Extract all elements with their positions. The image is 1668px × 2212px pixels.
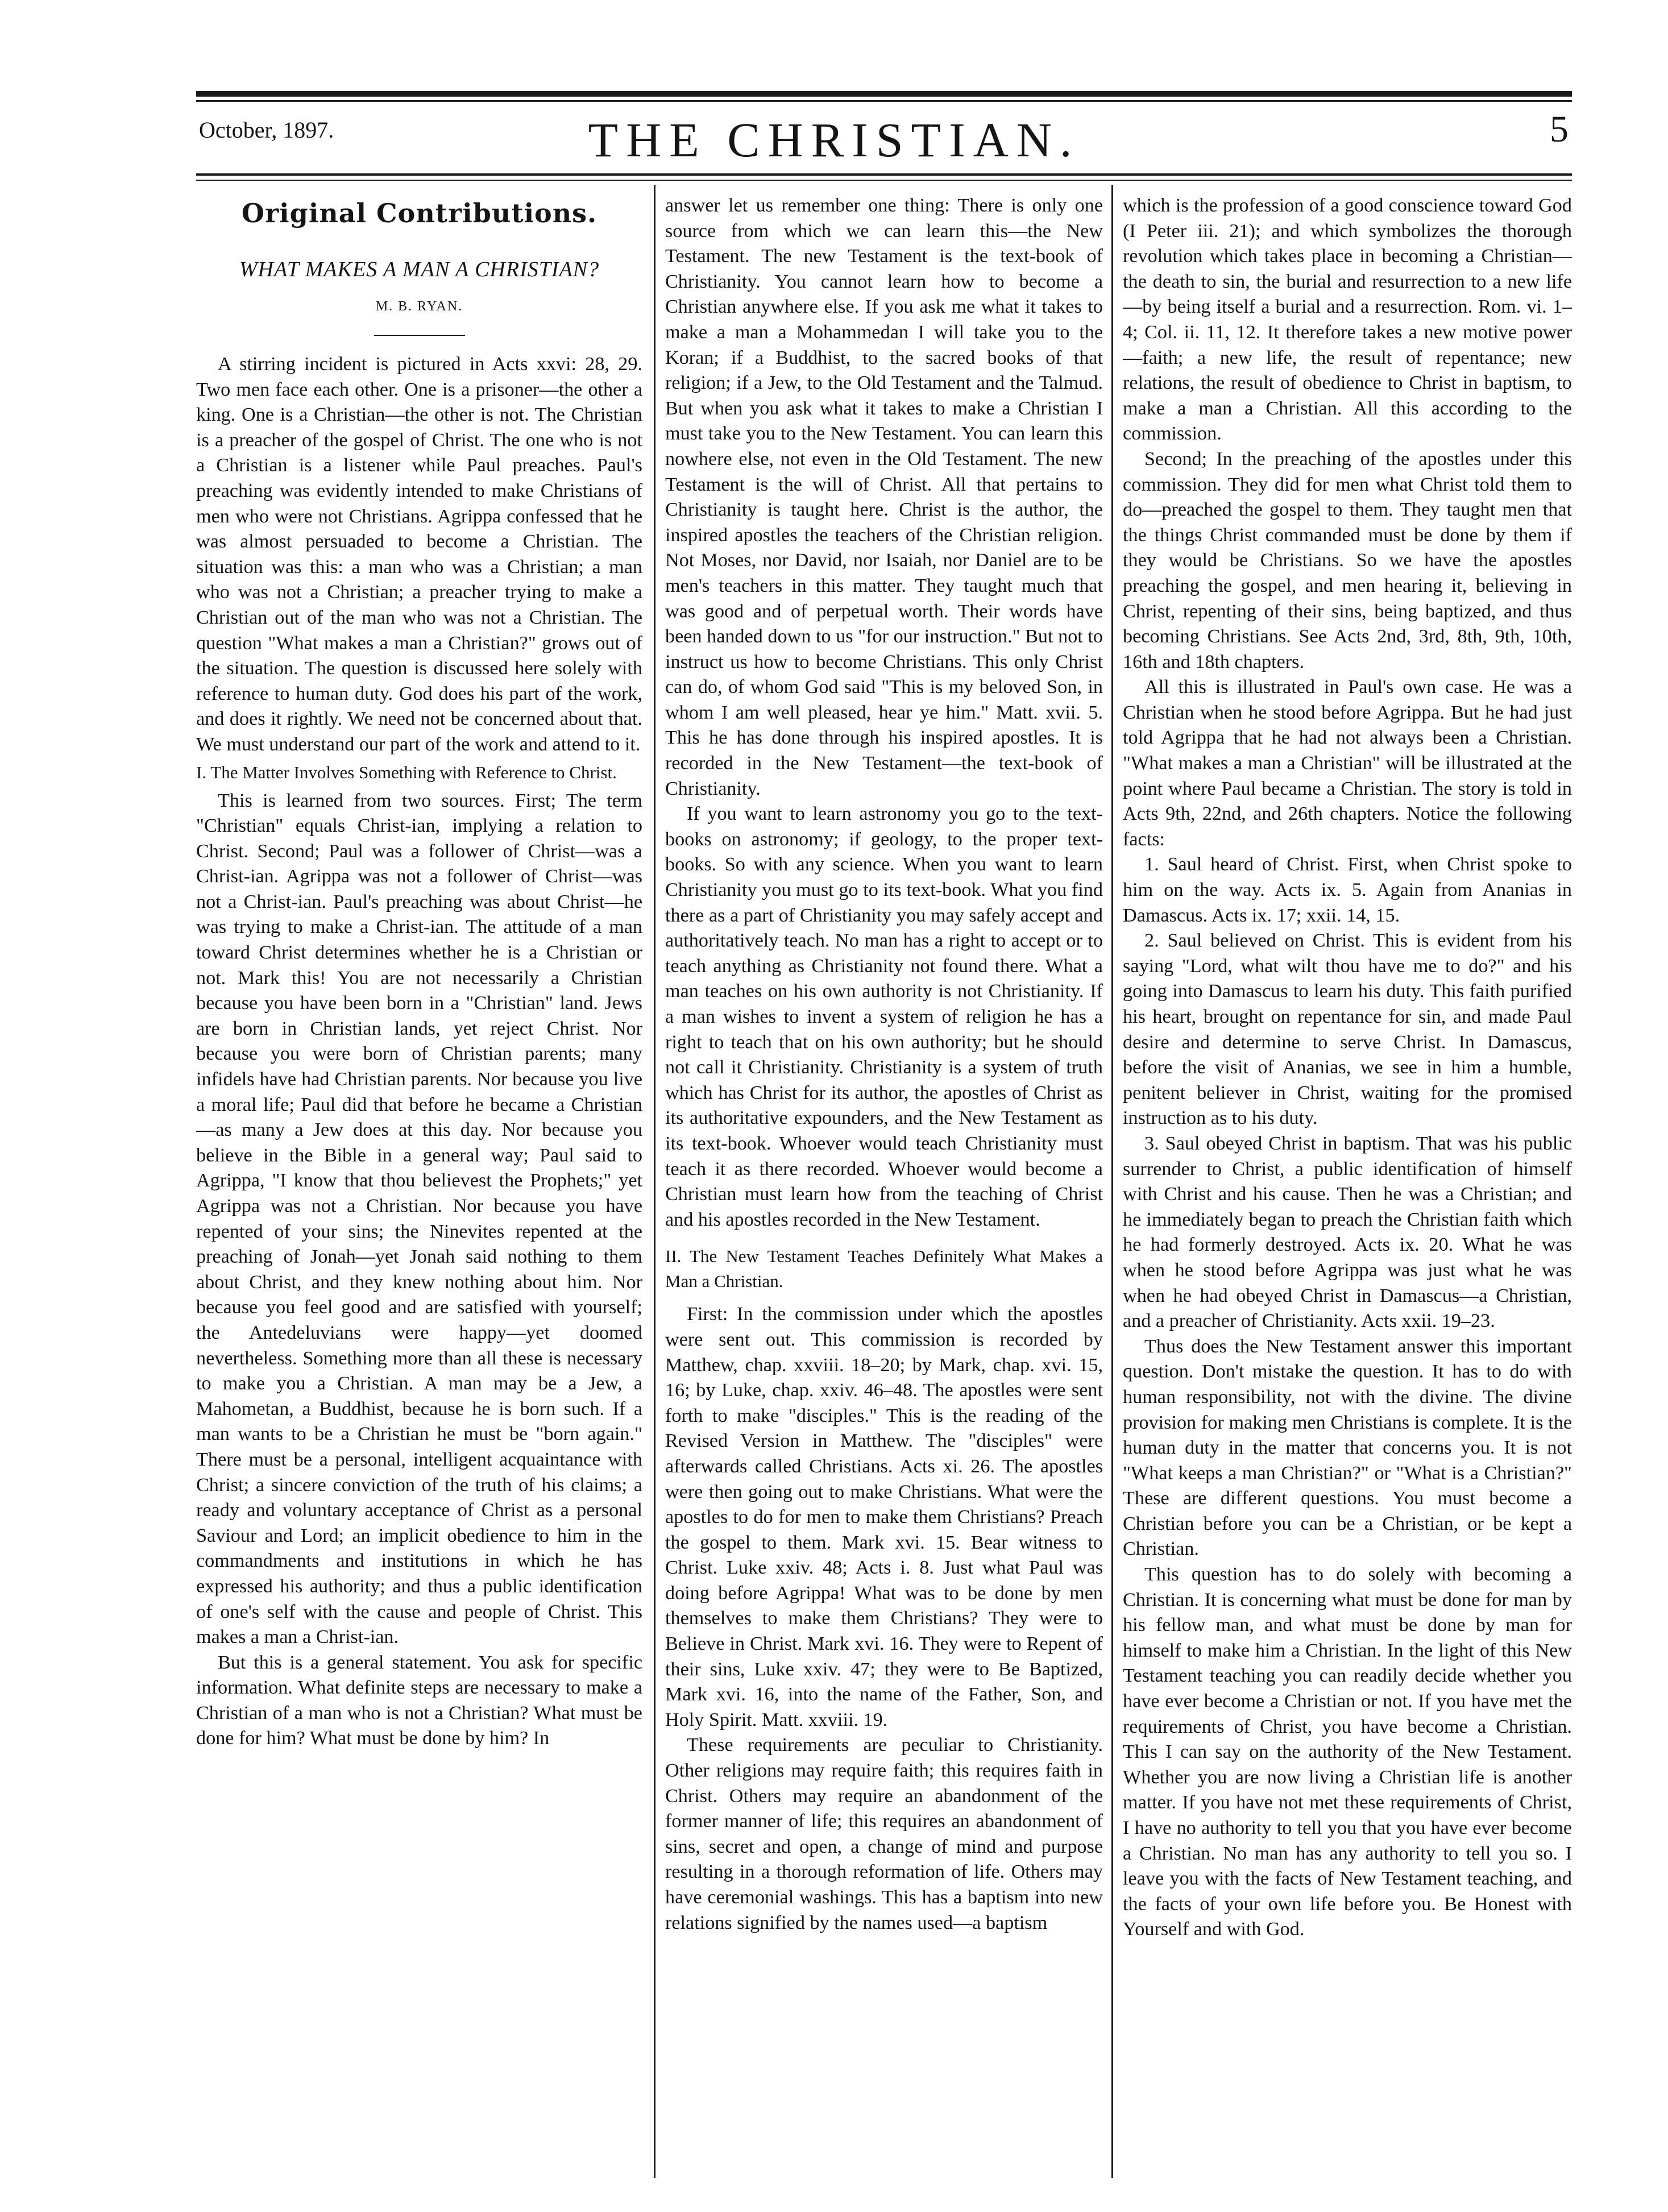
numbered-paragraph: 3. Saul obeyed Christ in baptism. That was his public surrender to Christ, a public identification of himself with Christ and his cause. Then he was a Christian; and he immediately began to preach the Christian faith which he had formerly destroyed. Acts ix. 20. What he was when he stood before Agrippa was just what he was when he had obeyed Christ in Damascus—a Christian, and a preacher of Christianity. Acts xxii. 19–23. (1123, 1132, 1572, 1332)
paragraph: All this is illustrated in Paul's own case. He was a Christian when he stood before Agrippa. But he had just told Agrippa that he had not always been a Christian. "What makes a man a Christian" will be illustrated at the point where Paul became a Christian. The story is told in Acts 9th, 22nd, and 26th chapters. Notice the following facts: (1123, 677, 1572, 850)
masthead-bottom-rule-thin (196, 180, 1572, 181)
paragraph: This is learned from two sources. First; The term "Christian" equals Christ-ian, implying a relation to Christ. Second; Paul was a follower of Christ—was a Christ-ian. Agrippa was not a follower of Christ—was not a Christ-ian. Paul's preaching was about Christ—he was trying to make a Christ-ian. The attitude of a man toward Christ determines whether he is a Christian or not. Mark this! You are not necessarily a Christian because you have been born in a "Christian" land. Jews are born in Christian lands, yet reject Christ. Nor because you were born of Christian parents; many infidels have had Christian parents. Nor because you live a moral life; Paul did that before he became a Christian—as many a Jew does at this day. Nor because you believe in the Bible in a general way; Paul said to Agrippa, "I know that thou believest the Prophets;" yet Agrippa was not a Christian. Nor because you have repented of your sins; the Ninevites repented at the preaching of Jonah—yet Jonah said nothing to them about Christ, and they knew nothing about him. Nor because you feel good and are satisfied with yourself; the Antedeluvians were happy—yet doomed nevertheless. Something more than all these is necessary to make you a Christian. A man may be a Jew, a Mahometan, a Buddhist, because he is born such. If a man wants to be a Christian he must be "born again." There must be a personal, intelligent acquaintance with Christ; a sincere conviction of the truth of his claims; a ready and voluntary acceptance of Christ as a personal Saviour and Lord; an implicit obedience to him in the commandments and institutions in which he has expressed his authority; and thus a public identification of one's self with the cause and people of Christ. This makes a man a Christ-ian. (196, 790, 642, 1648)
masthead-top-rule-thin (196, 100, 1572, 102)
paragraph: Thus does the New Testament answer this important question. Don't mistake the question. It has to do with human responsibility, not with the divine. The divine provision for making men Christians is complete. It is the human duty in the matter that concerns you. It is not "What keeps a man Christian?" or "What is a Christian?" These are different questions. You must become a Christian before you can be a Christian, or be kept a Christian. (1123, 1335, 1572, 1560)
paragraph: A stirring incident is pictured in Acts xxvi: 28, 29. Two men face each other. One is a prisoner—the other a king. One is a Christian—the other is not. The Christian is a preacher of the gospel of Christ. The one who is not a Christian is a listener while Paul preaches. Paul's preaching was evidently intended to make Christians of men who were not Christians. Agrippa confessed that he was almost persuaded to become a Christian. The situation was this: a man who was a Christian; a man who was not a Christian; a preacher trying to make a Christian out of the man who was not a Christian. The question "What makes a man a Christian?" grows out of the situation. The question is discussed here solely with reference to human duty. God does his part of the work, and does it rightly. We need not be concerned about that. We must understand our part of the work and attend to it. (196, 354, 642, 755)
paragraph: This question has to do solely with becoming a Christian. It is concerning what must be done for man by his fellow man, and what must be done by man for himself to make him a Christian. In the light of this New Testament teaching you can readily decide whether you have ever become a Christian or not. If you have met the requirements of Christ, you have become a Christian. This I can say on the authority of the New Testament. Whether you are now living a Christian life is another matter. If you have not met these requirements of Christ, I have no authority to tell you that you have ever become a Christian. No man has any authority to tell you so. I leave you with the facts of New Testament teaching, and the facts of your own life before you. Be Honest with Yourself and with God. (1123, 1564, 1572, 1940)
article-byline: M. B. RYAN. (375, 299, 463, 314)
section-heading: Original Contributions. (241, 198, 598, 229)
page-number: 5 (1550, 109, 1569, 150)
article-title: WHAT MAKES A MAN A CHRISTIAN? (239, 258, 600, 281)
column-2 (665, 193, 1103, 2184)
masthead-top-rule-thick (196, 91, 1572, 97)
column-3 (1123, 193, 1572, 2184)
masthead-title: THE CHRISTIAN. (588, 113, 1080, 167)
paragraph: First: In the commission under which the apostles were sent out. This commission is recorded by Matthew, chap. xxviii. 18–20; by Mark, chap. xvi. 15, 16; by Luke, chap. xxiv. 46–48. The apostles were sent forth to make "disciples." This is the reading of the Revised Version in Matthew. The "disciples" were afterwards called Christians. Acts xi. 26. The apostles were then going out to make Christians. What were the apostles to do for men to make them Christians? Preach the gospel to them. Mark xvi. 15. Bear witness to Christ. Luke xxiv. 48; Acts i. 8. Just what Paul was doing before Agrippa! What was to be done by men themselves to make them Christians? They were to Believe in Christ. Mark xvi. 16. They were to Repent of their sins, Luke xxiv. 47; they were to Be Baptized, Mark xvi. 16, into the name of the Father, Son, and Holy Spirit. Matt. xxviii. 19. (665, 1304, 1103, 1730)
paragraph: answer let us remember one thing: There is only one source from which we can learn this—the New Testament. The new Testament is the text-book of Christianity. You cannot learn how to become a Christian anywhere else. If you ask me what it takes to make a man a Mohammedan I will take you to the Koran; if a Buddhist, to the sacred books of that religion; if a Jew, to the Old Testament and the Talmud. But when you ask what it takes to make a Christian I must take you to the New Testament. You can learn this nowhere else, not even in the Old Testament. The new Testament is the will of Christ. All that pertains to Christianity is taught here. Christ is the author, the inspired apostles the teachers of the Christian religion. Not Moses, nor David, nor Isaiah, nor Daniel are to be men's teachers in this matter. They taught much that was good and of perpetual worth. Their words have been handed down to us "for our instruction." But not to instruct us how to become Christians. This only Christ can do, of whom God said "This is my beloved Son, in whom I am well pleased, hear ye him." Matt. xvii. 5. This he has done through his inspired apostles. It is recorded in the New Testament—the text-book of Christianity. (665, 195, 1103, 799)
paragraph: These requirements are peculiar to Christianity. Other religions may require faith; this requires faith in Christ. Others may require an abandonment of the former manner of life; this requires an abandonment of sins, secret and open, a change of mind and purpose resulting in a thorough reformation of life. Others may have ceremonial washings. This has a baptism into new relations signified by the names used—a baptism (665, 1734, 1103, 1933)
byline-separator (374, 335, 465, 336)
column-1 (196, 193, 642, 2184)
numbered-paragraph: 1. Saul heard of Christ. First, when Christ spoke to him on the way. Acts ix. 5. Again from Ananias in Damascus. Acts ix. 17; xxii. 14, 15. (1123, 854, 1572, 926)
paragraph: But this is a general statement. You ask for specific information. What definite steps are necessary to make a Christian of a man who is not a Christian? What must be done for him? What must be done by him? In (196, 1651, 642, 1749)
paragraph: which is the profession of a good conscience toward God (I Peter iii. 21); and which symbolizes the thorough revolution which takes place in becoming a Christian—the death to sin, the burial and resurrection to a new life—by being itself a burial and a resurrection. Rom. vi. 1–4; Col. ii. 11, 12. It therefore takes a new motive power—faith; a new life, the result of repentance; new relations, the result of obedience to Christ in baptism, to make a man a Christian. All this according to the commission. (1123, 195, 1572, 445)
paragraph: Second; In the preaching of the apostles under this commission. They did for men what Christ told them to do—preached the gospel to them. They taught men that the things Christ commanded must be done by them if they would be Christians. So we have the apostles preaching the gospel, and men hearing it, believing in Christ, repenting of their sins, being baptized, and thus becoming Christians. See Acts 2nd, 3rd, 8th, 9th, 10th, 16th and 18th chapters. (1123, 448, 1572, 673)
column-divider-2 (1111, 185, 1113, 2178)
numbered-paragraph: 2. Saul believed on Christ. This is evident from his saying "Lord, what wilt thou have me to do?" and his going into Damascus to learn his duty. This faith purified his heart, brought on repentance for sin, and made Paul desire and determine to serve Christ. In Damascus, before the visit of Ananias, we see in him a humble, penitent believer in Christ, waiting for the promised instruction as to his duty. (1123, 930, 1572, 1129)
subheading: I. The Matter Involves Something with Reference to Christ. (196, 762, 617, 782)
masthead-bottom-rule-thick (196, 173, 1572, 176)
column-divider-1 (654, 185, 655, 2178)
paragraph: If you want to learn astronomy you go to the text-books on astronomy; if geology, to the proper text-books. So with any science. When you want to learn Christianity you must go to its text-book. What you find there as a part of Christianity you may safely accept and authoritatively teach. No man has a right to accept or to teach anything as Christianity not found there. What a man teaches on his own authority is not Christianity. If a man wishes to invent a system of religion he has a right to teach that on his own authority; but he should not call it Christianity. Christianity is a system of truth which has Christ for its author, the apostles of Christ as its authoritative expounders, and the New Testament as its text-book. Whoever would teach Christianity must teach it as there recorded. Whoever would become a Christian must learn how from the teaching of Christ and his apostles recorded in the New Testament. (665, 803, 1103, 1230)
masthead-date: October, 1897. (199, 117, 334, 143)
subheading: II. The New Testament Teaches Definitely What Makes a Man a Christian. (665, 1246, 1103, 1292)
